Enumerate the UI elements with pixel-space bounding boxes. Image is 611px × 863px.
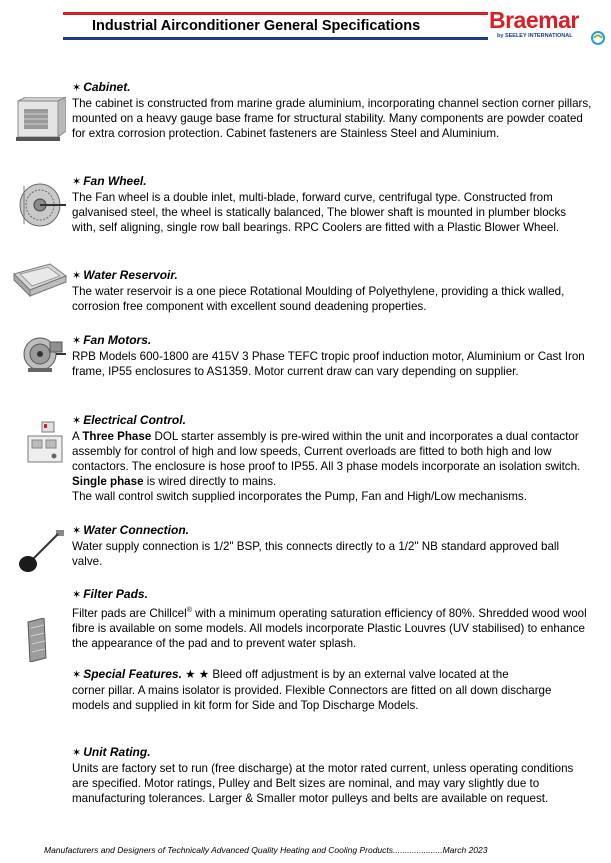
- section-body: Bleed off adjustment is by an external valve located at the: [212, 668, 509, 681]
- section-body: The Fan wheel is a double inlet, multi-blade, forward curve, centrifugal type. Constructed from galvanised steel, the wheel is statically balanced, The blower shaft is mounted in plumber blocks with, self aligning, single row ball bearings. RPC Coolers are fitted with a Plastic Blower Wheel.: [72, 191, 567, 234]
- section-title: Filter Pads.: [83, 587, 148, 601]
- header-rule-blue: [63, 37, 488, 40]
- cabinet-unit-icon: [14, 97, 66, 145]
- section-filter-pads: ✶ Filter Pads. Filter pads are Chillcel® with a minimum operating saturation efficiency of 80%. Shredded wood wool fibre is available on some models. All models incorporate Plastic Louvres (UV stabilised) to enhance the appearance of the pad and to prevent water splash.: [72, 587, 592, 651]
- seeley-swirl-icon: [591, 31, 605, 45]
- section-body: The water reservoir is a one piece Rotational Moulding of Polyethylene, providing a thick walled, corrosion free component with excellent sound deadening properties.: [72, 285, 565, 313]
- section-title: Special Features.: [83, 667, 182, 681]
- section-body-extra: The wall control switch supplied incorporates the Pump, Fan and High/Low mechanisms.: [72, 490, 527, 503]
- section-special-features: ✶ Special Features. ★ ★ Bleed off adjustment is by an external valve located at the corner pillar. A mains isolator is provided. Flexible Connectors are fitted on all down discharge models and supplied in kit form for Side and Top Discharge Models.: [72, 667, 592, 713]
- section-electrical-control: ✶ Electrical Control. A Three Phase DOL starter assembly is pre-wired within the unit and incorporates a dual contactor assembly for control of high and low speeds, Current overloads are fitted to both high and low contactors. The enclosure is hose proof to IP55. All 3 phase models incorporate an isolation switch. Single phase is wired directly to mains. The wall control switch supplied incorporates the Pump, Fan and High/Low mechanisms.: [72, 413, 592, 504]
- section-body: [72, 603, 592, 651]
- control-box-icon: [22, 420, 68, 466]
- section-cabinet: ✶ Cabinet. The cabinet is constructed from marine grade aluminium, incorporating channel section corner pillars, mounted on a heavy gauge base frame for structural stability. Many components are powder coated for extra corrosion protection. Cabinet fasteners are Stainless Steel and Aluminium.: [72, 80, 592, 140]
- braemar-logo: [489, 7, 607, 47]
- header-rule-red: [63, 12, 488, 15]
- page-title: Industrial Airconditioner General Specifications: [92, 18, 421, 34]
- body-text: A: [72, 430, 83, 443]
- body-bold-single-phase: Single phase: [72, 475, 144, 488]
- feature-stars: ★ ★: [185, 668, 210, 681]
- body-bold-three-phase: Three Phase: [82, 430, 152, 443]
- section-body-extra: corner pillar. A mains isolator is provided. Flexible Connectors are fitted on all down discharge models and supplied in kit form for Side and Top Discharge Models.: [72, 684, 552, 712]
- section-unit-rating: ✶ Unit Rating. Units are factory set to run (free discharge) at the motor rated current, unless operating conditions are specified. Motor ratings, Pulley and Belt sizes are nominal, and may vary slightly due to manufacturing tolerances. Larger & Smaller motor pulleys and belts are available on request.: [72, 745, 592, 806]
- fan-wheel-icon: [16, 182, 68, 228]
- section-title: Fan Wheel.: [83, 174, 147, 188]
- logo-wordmark: Braemar: [489, 7, 579, 33]
- section-body: [72, 429, 592, 489]
- motor-icon: [20, 334, 68, 374]
- section-body: Water supply connection is 1/2" BSP, this connects directly to a 1/2" NB standard approved ball valve.: [72, 540, 560, 568]
- section-title: Unit Rating.: [83, 745, 151, 759]
- section-fan-motors: ✶ Fan Motors. RPB Models 600-1800 are 415V 3 Phase TEFC tropic proof induction motor, Aluminium or Cast Iron frame, IP55 enclosures to AS1359. Motor current draw can vary depending on supplier.: [72, 333, 592, 379]
- logo-subtitle: by SEELEY INTERNATIONAL: [497, 33, 573, 39]
- section-fan-wheel: ✶ Fan Wheel. The Fan wheel is a double inlet, multi-blade, forward curve, centrifugal type. Constructed from galvanised steel, the wheel is statically balanced, The blower shaft is mounted in plumber blocks with, self aligning, single row ball bearings. RPC Coolers are fitted with a Plastic Blower Wheel.: [72, 174, 592, 235]
- section-water-connection: ✶ Water Connection. Water supply connection is 1/2" BSP, this connects directly to a 1/2" NB standard approved ball valve.: [72, 523, 592, 569]
- section-title: Fan Motors.: [83, 333, 152, 347]
- registered-mark: ®: [186, 607, 192, 614]
- section-title: Water Connection.: [83, 523, 190, 537]
- body-text: is wired directly to mains.: [143, 475, 277, 488]
- section-body: Units are factory set to run (free discharge) at the motor rated current, unless operating conditions are specified. Motor ratings, Pulley and Belt sizes are nominal, and may vary slightly due to manufacturing tolerances. Larger & Smaller motor pulleys and belts are available on request.: [72, 762, 574, 805]
- section-body: RPB Models 600-1800 are 415V 3 Phase TEFC tropic proof induction motor, Aluminium or Cast Iron frame, IP55 enclosures to AS1359. Motor current draw can vary depending on supplier.: [72, 350, 585, 378]
- section-water-reservoir: ✶ Water Reservoir. The water reservoir is a one piece Rotational Moulding of Polyethylene, providing a thick walled, corrosion free component with excellent sound deadening properties.: [72, 268, 592, 314]
- section-title: Cabinet.: [83, 80, 131, 94]
- reservoir-tray-icon: [12, 262, 68, 300]
- section-body: The cabinet is constructed from marine grade aluminium, incorporating channel section corner pillars, mounted on a heavy gauge base frame for structural stability. Many components are powder coated for extra corrosion protection. Cabinet fasteners are Stainless Steel and Aluminium.: [72, 97, 592, 140]
- section-title: Water Reservoir.: [83, 268, 178, 282]
- body-text: DOL starter assembly is pre-wired within the unit and incorporates a dual contactor assembly for control of high and low speeds, Current overloads are fitted to both high and low contactors. The enclosure is hose proof to IP55. All 3 phase models incorporate an isolation switch.: [72, 430, 581, 473]
- body-text: with a minimum operating saturation efficiency of 80%. Shredded wood wool fibre is available on some models. All models incorporate Plastic Louvres (UV stabilised) to enhance the appearance of the pad and to prevent water splash.: [72, 606, 587, 650]
- body-text: Filter pads are Chillcel: [72, 606, 187, 620]
- filter-pad-icon: [26, 618, 48, 662]
- float-valve-icon: [16, 528, 68, 576]
- section-title: Electrical Control.: [83, 413, 186, 427]
- page-footer: Manufacturers and Designers of Technically Advanced Quality Heating and Cooling Products.....................March 2023: [44, 845, 488, 855]
